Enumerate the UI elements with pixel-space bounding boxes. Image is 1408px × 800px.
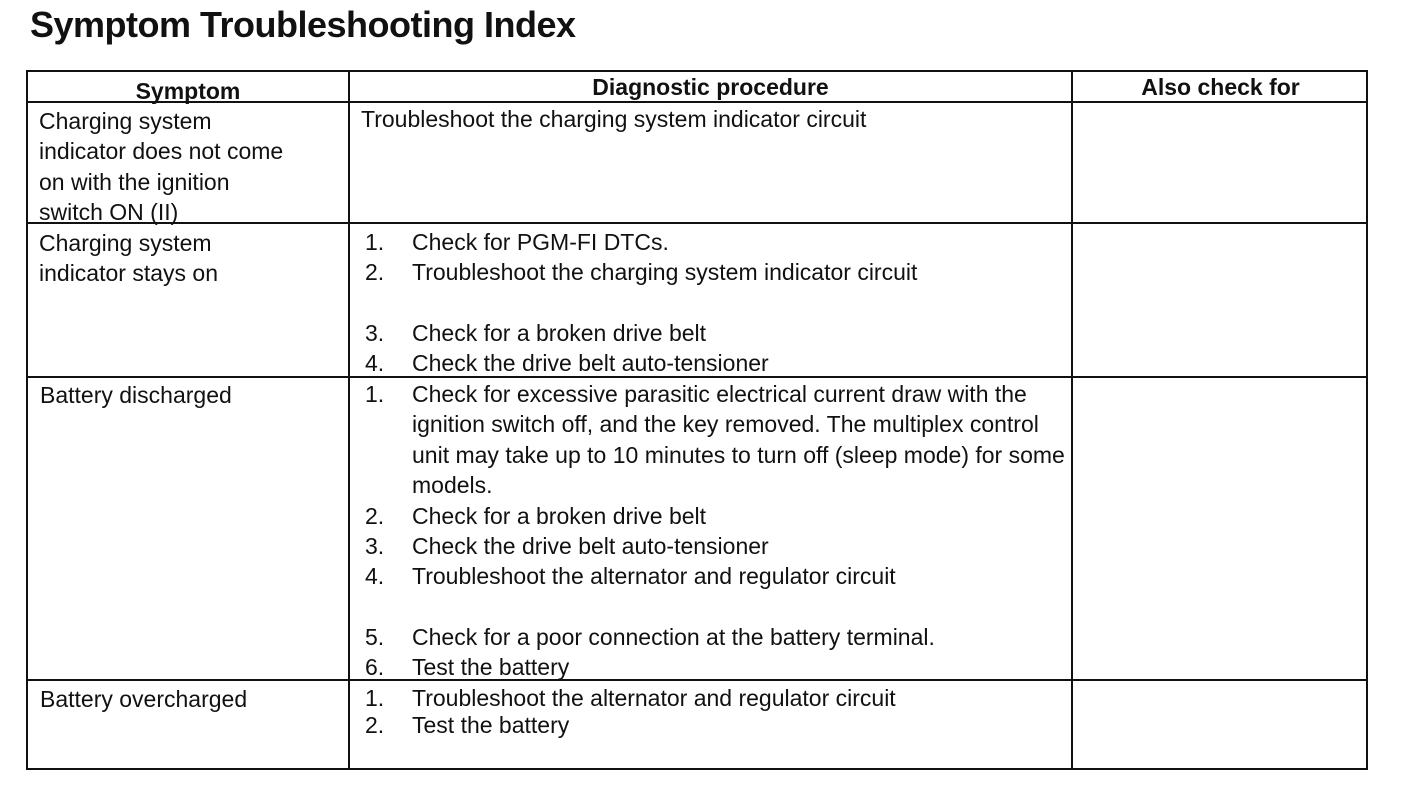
step-number: 2.	[365, 712, 385, 738]
procedure-step	[365, 318, 1075, 348]
step-text: Troubleshoot the alternator and regulator circuit	[412, 563, 896, 589]
step-text: Check the drive belt auto-tensioner	[412, 350, 769, 376]
step-text: Check for a broken drive belt	[412, 320, 707, 346]
procedure-step	[365, 379, 1075, 501]
procedure-step	[365, 531, 1075, 561]
procedure-step	[365, 257, 1075, 287]
step-number: 3.	[365, 533, 385, 559]
procedure-step	[365, 561, 1075, 591]
step-text: Troubleshoot the charging system indicator circuit	[412, 259, 918, 285]
column-divider	[348, 72, 350, 768]
column-header-also-check: Also check for	[1141, 74, 1300, 100]
symptom-cell: Battery overcharged	[40, 686, 248, 712]
step-text: Test the battery	[412, 654, 570, 680]
step-text: Check for excessive parasitic electrical current draw with the ignition switch off, and the key removed. The multiplex control unit may take up to 10 minutes to turn off (sleep mode) for some models.	[412, 381, 1065, 498]
step-number: 2.	[365, 503, 385, 529]
column-header-procedure: Diagnostic procedure	[592, 74, 829, 100]
procedure-step	[365, 622, 1075, 652]
procedure-step	[365, 710, 1075, 740]
step-text: Troubleshoot the alternator and regulator circuit	[412, 685, 896, 711]
column-header-symptom: Symptom	[135, 78, 241, 104]
page-title: Symptom Troubleshooting Index	[30, 4, 576, 45]
symptom-cell: Charging system indicator does not come on with the ignition switch ON (II)	[39, 108, 284, 225]
step-number: 2.	[365, 259, 385, 285]
step-number: 3.	[365, 320, 385, 346]
procedure-step	[365, 227, 1075, 257]
step-text: Check for a poor connection at the battery terminal.	[412, 624, 935, 650]
symptom-cell: Battery discharged	[40, 382, 232, 408]
procedure-step	[365, 348, 1075, 378]
step-number: 1.	[365, 381, 385, 407]
procedure-step	[365, 652, 1075, 682]
procedure-step	[365, 683, 1075, 713]
step-number: 1.	[365, 685, 385, 711]
symptom-cell: Charging system indicator stays on	[39, 230, 218, 287]
step-number: 4.	[365, 350, 385, 376]
troubleshooting-table	[26, 70, 1368, 770]
step-text: Check for PGM-FI DTCs.	[412, 229, 669, 255]
step-text: Check for a broken drive belt	[412, 503, 707, 529]
step-number: 5.	[365, 624, 385, 650]
step-number: 1.	[365, 229, 385, 255]
step-number: 4.	[365, 563, 385, 589]
procedure-step	[365, 501, 1075, 531]
step-number: 6.	[365, 654, 385, 680]
step-text: Check the drive belt auto-tensioner	[412, 533, 769, 559]
step-text: Test the battery	[412, 712, 570, 738]
procedure-cell: Troubleshoot the charging system indicator circuit	[361, 106, 867, 132]
